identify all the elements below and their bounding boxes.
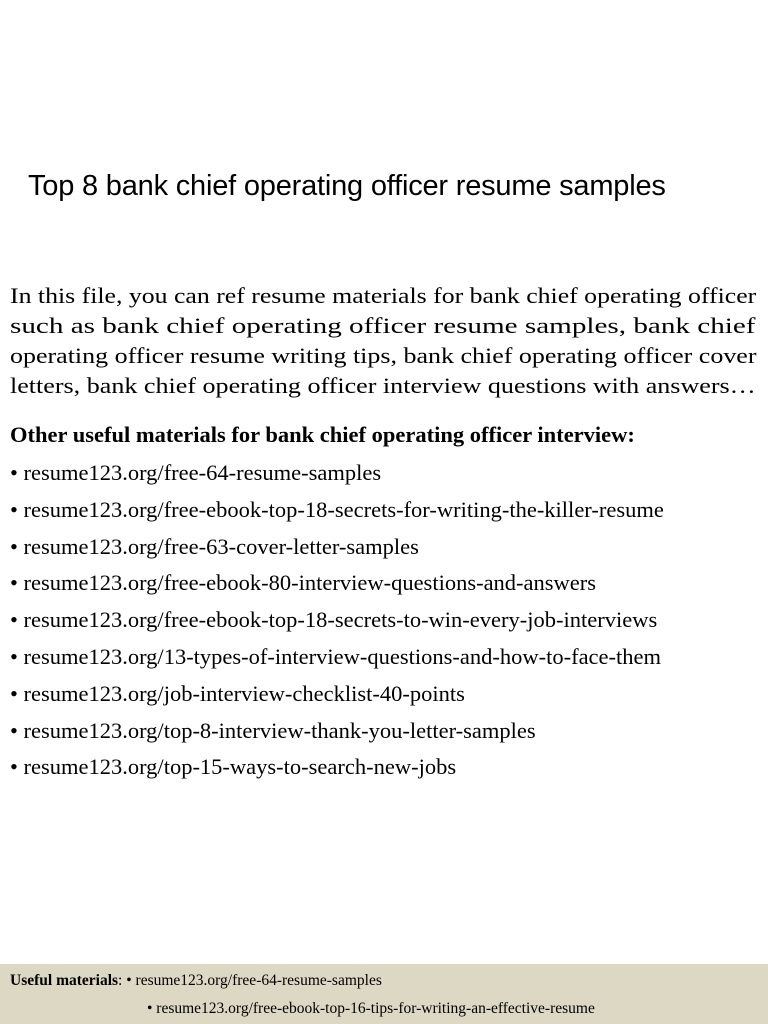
list-item-link[interactable]: • resume123.org/free-63-cover-letter-samples	[10, 533, 419, 559]
footer-separator: :	[118, 972, 127, 989]
footer-line	[10, 972, 382, 990]
list-item-link[interactable]: • resume123.org/free-ebook-top-18-secrets-for-writing-the-killer-resume	[10, 496, 664, 522]
materials-list	[10, 458, 664, 789]
list-item-link[interactable]: • resume123.org/job-interview-checklist-40-points	[10, 680, 465, 706]
intro-line: such as bank chief operating officer resume samples, bank chief	[10, 313, 756, 338]
page-title: Top 8 bank chief operating officer resume samples	[28, 170, 666, 202]
list-item-link[interactable]: • resume123.org/13-types-of-interview-questions-and-how-to-face-them	[10, 643, 662, 669]
intro-line: In this file, you can ref resume materials for bank chief operating officer	[10, 283, 757, 308]
footer-link[interactable]: • resume123.org/free-64-resume-samples	[126, 972, 382, 989]
footer-label: Useful materials	[10, 972, 119, 989]
list-item-link[interactable]: • resume123.org/free-64-resume-samples	[10, 460, 382, 485]
intro-paragraph	[10, 281, 760, 401]
list-item-link[interactable]: • resume123.org/free-ebook-top-18-secrets-to-win-every-job-interviews	[10, 607, 658, 633]
list-item-link[interactable]: • resume123.org/free-ebook-80-interview-questions-and-answers	[10, 570, 597, 596]
materials-heading: Other useful materials for bank chief operating officer interview:	[10, 422, 635, 447]
intro-line: letters, bank chief operating officer interview questions with answers…	[10, 373, 756, 398]
intro-line: operating officer resume writing tips, bank chief operating officer cover	[10, 343, 757, 368]
footer-bar	[0, 964, 768, 1024]
footer-link[interactable]: • resume123.org/free-ebook-top-16-tips-for-writing-an-effective-resume	[147, 1000, 595, 1017]
list-item-link[interactable]: • resume123.org/top-15-ways-to-search-new-jobs	[10, 754, 457, 780]
list-item-link[interactable]: • resume123.org/top-8-interview-thank-you-letter-samples	[10, 717, 536, 743]
